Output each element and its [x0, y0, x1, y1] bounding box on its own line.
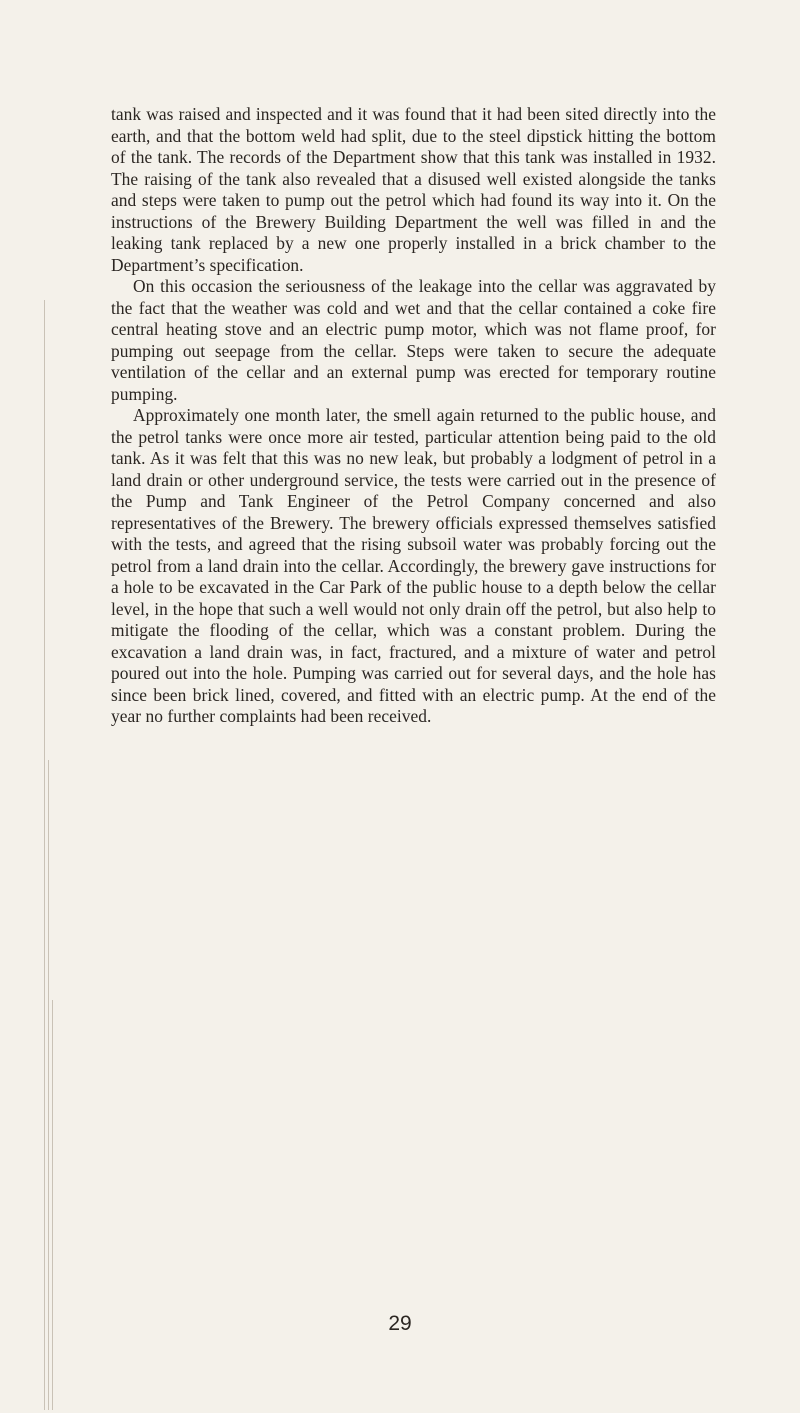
- paragraph-3: Approximately one month later, the smell again returned to the public house, and the petrol tanks were once more air tested, particular attention being paid to the old tank. As it was felt that this was no new leak, but probably a lodgment of petrol in a land drain or other underground service, the tests were carried out in the presence of the Pump and Tank Engineer of the Petrol Company concerned and also representatives of the Brewery. The brewery officials expressed themselves satisfied with the tests, and agreed that the rising subsoil water was probably forcing out the petrol from a land drain into the cellar. Accordingly, the brewery gave instructions for a hole to be excavated in the Car Park of the public house to a depth below the cellar level, in the hope that such a well would not only drain off the petrol, but also help to mitigate the flooding of the cellar, which was a constant problem. During the excavation a land drain was, in fact, fractured, and a mixture of water and petrol poured out into the hole. Pumping was carried out for several days, and the hole has since been brick lined, covered, and fitted with an electric pump. At the end of the year no further complaints had been received.: [111, 405, 716, 726]
- page-number: 29: [388, 1312, 412, 1335]
- paragraph-2: On this occasion the seriousness of the leakage into the cellar was aggravated by the fact that the weather was cold and wet and that the cellar contained a coke fire central heating stove and an electric pump motor, which was not flame proof, for pumping out seepage from the cellar. Steps were taken to secure the adequate ventilation of the cellar and an external pump was erected for temporary routine pumping.: [111, 276, 716, 404]
- binding-edge: [0, 0, 60, 1413]
- paragraph-1: tank was raised and inspected and it was found that it had been sited directly into the earth, and that the bottom weld had split, due to the steel dipstick hitting the bottom of the tank. The records of the Department show that this tank was installed in 1932. The raising of the tank also revealed that a disused well existed alongside the tanks and steps were taken to pump out the petrol which had found its way into it. On the instructions of the Brewery Building Department the well was filled in and the leaking tank replaced by a new one properly installed in a brick chamber to the Department’s specification.: [111, 104, 716, 275]
- body-text: [111, 104, 716, 728]
